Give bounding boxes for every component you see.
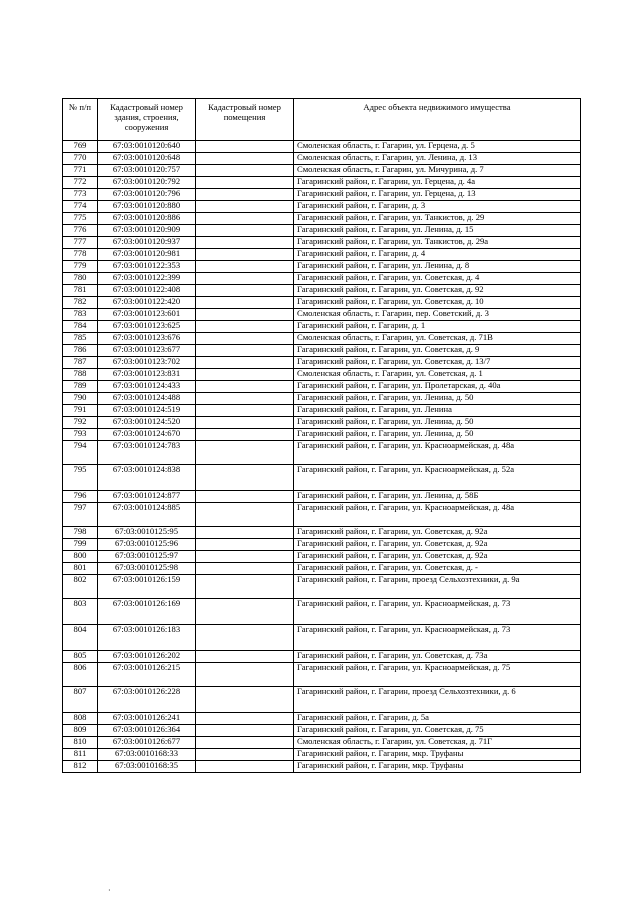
building-cadastral-cell: 67:03:0010123:702: [98, 357, 196, 369]
row-number: 810: [63, 737, 98, 749]
building-cadastral-cell: 67:03:0010126:677: [98, 737, 196, 749]
room-cadastral-cell: [196, 465, 294, 491]
building-cadastral-cell: 67:03:0010120:792: [98, 177, 196, 189]
address-cell: Гагаринский район, г. Гагарин, ул. Советская, д. 75: [294, 725, 581, 737]
table-row: [63, 651, 581, 663]
room-cadastral-cell: [196, 249, 294, 261]
row-number: 796: [63, 491, 98, 503]
row-number: 787: [63, 357, 98, 369]
address-cell: Гагаринский район, г. Гагарин, ул. Советская, д. 92а: [294, 551, 581, 563]
address-cell: Гагаринский район, г. Гагарин, ул. Танкистов, д. 29а: [294, 237, 581, 249]
address-cell: Гагаринский район, г. Гагарин, ул. Красноармейская, д. 73: [294, 599, 581, 625]
row-number: 805: [63, 651, 98, 663]
row-number: 801: [63, 563, 98, 575]
room-cadastral-cell: [196, 189, 294, 201]
building-cadastral-cell: 67:03:0010120:880: [98, 201, 196, 213]
row-number: 788: [63, 369, 98, 381]
row-number: 784: [63, 321, 98, 333]
header-address: Адрес объекта недвижимого имущества: [294, 99, 581, 141]
building-cadastral-cell: 67:03:0010126:364: [98, 725, 196, 737]
building-cadastral-cell: 67:03:0010126:159: [98, 575, 196, 599]
table-row: [63, 575, 581, 599]
row-number: 777: [63, 237, 98, 249]
address-cell: Гагаринский район, г. Гагарин, д. 3: [294, 201, 581, 213]
table-row: [63, 503, 581, 527]
room-cadastral-cell: [196, 663, 294, 687]
building-cadastral-cell: 67:03:0010124:783: [98, 441, 196, 465]
room-cadastral-cell: [196, 527, 294, 539]
address-cell: Гагаринский район, г. Гагарин, ул. Советская, д. 10: [294, 297, 581, 309]
building-cadastral-cell: 67:03:0010126:228: [98, 687, 196, 713]
row-number: 799: [63, 539, 98, 551]
row-number: 772: [63, 177, 98, 189]
table-row: [63, 333, 581, 345]
building-cadastral-cell: 67:03:0010125:96: [98, 539, 196, 551]
row-number: 769: [63, 141, 98, 153]
address-cell: Смоленская область, г. Гагарин, ул. Советская, д. 71В: [294, 333, 581, 345]
room-cadastral-cell: [196, 297, 294, 309]
address-cell: Гагаринский район, г. Гагарин, ул. Ленина, д. 15: [294, 225, 581, 237]
row-number: 797: [63, 503, 98, 527]
table-row: [63, 249, 581, 261]
address-cell: Гагаринский район, г. Гагарин, ул. Герцена, д. 4а: [294, 177, 581, 189]
table-row: [63, 345, 581, 357]
table-row: [63, 405, 581, 417]
table-row: [63, 429, 581, 441]
page-mark: ·: [108, 886, 111, 895]
address-cell: Гагаринский район, г. Гагарин, проезд Сельхозтехники, д. 9а: [294, 575, 581, 599]
building-cadastral-cell: 67:03:0010126:169: [98, 599, 196, 625]
table-header-row: [63, 99, 581, 141]
table-row: [63, 737, 581, 749]
table-row: [63, 153, 581, 165]
building-cadastral-cell: 67:03:0010126:241: [98, 713, 196, 725]
building-cadastral-cell: 67:03:0010120:981: [98, 249, 196, 261]
room-cadastral-cell: [196, 491, 294, 503]
row-number: 800: [63, 551, 98, 563]
table-row: [63, 381, 581, 393]
address-cell: Гагаринский район, г. Гагарин, д. 1: [294, 321, 581, 333]
address-cell: Гагаринский район, г. Гагарин, ул. Советская, д. 13/7: [294, 357, 581, 369]
row-number: 782: [63, 297, 98, 309]
registry-sheet: [62, 98, 581, 773]
table-row: [63, 141, 581, 153]
address-cell: Гагаринский район, г. Гагарин, мкр. Труфаны: [294, 749, 581, 761]
table-row: [63, 539, 581, 551]
building-cadastral-cell: 67:03:0010168:35: [98, 761, 196, 773]
table-body: [63, 141, 581, 773]
address-cell: Гагаринский район, г. Гагарин, ул. Пролетарская, д. 40а: [294, 381, 581, 393]
room-cadastral-cell: [196, 213, 294, 225]
room-cadastral-cell: [196, 201, 294, 213]
building-cadastral-cell: 67:03:0010124:838: [98, 465, 196, 491]
building-cadastral-cell: 67:03:0010123:831: [98, 369, 196, 381]
room-cadastral-cell: [196, 381, 294, 393]
row-number: 793: [63, 429, 98, 441]
row-number: 786: [63, 345, 98, 357]
room-cadastral-cell: [196, 165, 294, 177]
table-row: [63, 225, 581, 237]
row-number: 790: [63, 393, 98, 405]
row-number: 795: [63, 465, 98, 491]
address-cell: Гагаринский район, г. Гагарин, д. 5а: [294, 713, 581, 725]
building-cadastral-cell: 67:03:0010124:885: [98, 503, 196, 527]
row-number: 774: [63, 201, 98, 213]
address-cell: Гагаринский район, г. Гагарин, ул. Советская, д. 92а: [294, 539, 581, 551]
building-cadastral-cell: 67:03:0010120:909: [98, 225, 196, 237]
building-cadastral-cell: 67:03:0010124:433: [98, 381, 196, 393]
row-number: 776: [63, 225, 98, 237]
table-row: [63, 201, 581, 213]
row-number: 806: [63, 663, 98, 687]
room-cadastral-cell: [196, 737, 294, 749]
row-number: 808: [63, 713, 98, 725]
row-number: 783: [63, 309, 98, 321]
room-cadastral-cell: [196, 761, 294, 773]
table-row: [63, 321, 581, 333]
row-number: 811: [63, 749, 98, 761]
building-cadastral-cell: 67:03:0010123:677: [98, 345, 196, 357]
table-row: [63, 563, 581, 575]
table-row: [63, 713, 581, 725]
address-cell: Смоленская область, г. Гагарин, ул. Мичурина, д. 7: [294, 165, 581, 177]
row-number: 770: [63, 153, 98, 165]
building-cadastral-cell: 67:03:0010120:640: [98, 141, 196, 153]
building-cadastral-cell: 67:03:0010123:601: [98, 309, 196, 321]
room-cadastral-cell: [196, 651, 294, 663]
address-cell: Гагаринский район, г. Гагарин, д. 4: [294, 249, 581, 261]
room-cadastral-cell: [196, 539, 294, 551]
building-cadastral-cell: 67:03:0010122:399: [98, 273, 196, 285]
address-cell: Гагаринский район, г. Гагарин, ул. Герцена, д. 13: [294, 189, 581, 201]
room-cadastral-cell: [196, 713, 294, 725]
table-row: [63, 663, 581, 687]
header-building-cadastral: Кадастровый номер здания, строения, сооружения: [98, 99, 196, 141]
room-cadastral-cell: [196, 357, 294, 369]
address-cell: Смоленская область, г. Гагарин, ул. Советская, д. 1: [294, 369, 581, 381]
room-cadastral-cell: [196, 429, 294, 441]
address-cell: Гагаринский район, г. Гагарин, ул. Советская, д. 4: [294, 273, 581, 285]
row-number: 802: [63, 575, 98, 599]
table-row: [63, 491, 581, 503]
room-cadastral-cell: [196, 563, 294, 575]
row-number: 792: [63, 417, 98, 429]
room-cadastral-cell: [196, 503, 294, 527]
building-cadastral-cell: 67:03:0010123:625: [98, 321, 196, 333]
row-number: 807: [63, 687, 98, 713]
table-row: [63, 285, 581, 297]
row-number: 771: [63, 165, 98, 177]
table-row: [63, 725, 581, 737]
table-row: [63, 527, 581, 539]
room-cadastral-cell: [196, 725, 294, 737]
table-row: [63, 189, 581, 201]
row-number: 789: [63, 381, 98, 393]
room-cadastral-cell: [196, 333, 294, 345]
table-row: [63, 441, 581, 465]
row-number: 778: [63, 249, 98, 261]
table-row: [63, 599, 581, 625]
address-cell: Гагаринский район, г. Гагарин, проезд Сельхозтехники, д. 6: [294, 687, 581, 713]
table-row: [63, 369, 581, 381]
room-cadastral-cell: [196, 285, 294, 297]
table-row: [63, 357, 581, 369]
address-cell: Гагаринский район, г. Гагарин, ул. Советская, д. -: [294, 563, 581, 575]
building-cadastral-cell: 67:03:0010125:98: [98, 563, 196, 575]
address-cell: Гагаринский район, г. Гагарин, ул. Танкистов, д. 29: [294, 213, 581, 225]
room-cadastral-cell: [196, 749, 294, 761]
table-row: [63, 261, 581, 273]
row-number: 779: [63, 261, 98, 273]
row-number: 781: [63, 285, 98, 297]
room-cadastral-cell: [196, 441, 294, 465]
room-cadastral-cell: [196, 599, 294, 625]
room-cadastral-cell: [196, 369, 294, 381]
building-cadastral-cell: 67:03:0010125:97: [98, 551, 196, 563]
building-cadastral-cell: 67:03:0010168:33: [98, 749, 196, 761]
room-cadastral-cell: [196, 141, 294, 153]
room-cadastral-cell: [196, 225, 294, 237]
room-cadastral-cell: [196, 177, 294, 189]
room-cadastral-cell: [196, 345, 294, 357]
row-number: 780: [63, 273, 98, 285]
building-cadastral-cell: 67:03:0010120:937: [98, 237, 196, 249]
room-cadastral-cell: [196, 261, 294, 273]
table-row: [63, 551, 581, 563]
address-cell: Гагаринский район, г. Гагарин, ул. Ленина, д. 8: [294, 261, 581, 273]
building-cadastral-cell: 67:03:0010126:183: [98, 625, 196, 651]
building-cadastral-cell: 67:03:0010120:757: [98, 165, 196, 177]
row-number: 794: [63, 441, 98, 465]
address-cell: Гагаринский район, г. Гагарин, ул. Советская, д. 92а: [294, 527, 581, 539]
room-cadastral-cell: [196, 687, 294, 713]
row-number: 775: [63, 213, 98, 225]
address-cell: Гагаринский район, г. Гагарин, ул. Советская, д. 9: [294, 345, 581, 357]
building-cadastral-cell: 67:03:0010122:420: [98, 297, 196, 309]
table-row: [63, 687, 581, 713]
table-row: [63, 309, 581, 321]
row-number: 785: [63, 333, 98, 345]
table-row: [63, 417, 581, 429]
room-cadastral-cell: [196, 417, 294, 429]
building-cadastral-cell: 67:03:0010120:796: [98, 189, 196, 201]
building-cadastral-cell: 67:03:0010125:95: [98, 527, 196, 539]
building-cadastral-cell: 67:03:0010123:676: [98, 333, 196, 345]
address-cell: Гагаринский район, г. Гагарин, ул. Ленина, д. 50: [294, 417, 581, 429]
building-cadastral-cell: 67:03:0010126:215: [98, 663, 196, 687]
address-cell: Гагаринский район, г. Гагарин, ул. Ленина: [294, 405, 581, 417]
building-cadastral-cell: 67:03:0010124:877: [98, 491, 196, 503]
table-row: [63, 761, 581, 773]
address-cell: Гагаринский район, г. Гагарин, мкр. Труфаны: [294, 761, 581, 773]
row-number: 773: [63, 189, 98, 201]
table-row: [63, 297, 581, 309]
table-row: [63, 177, 581, 189]
room-cadastral-cell: [196, 405, 294, 417]
address-cell: Гагаринский район, г. Гагарин, ул. Красноармейская, д. 48а: [294, 503, 581, 527]
room-cadastral-cell: [196, 625, 294, 651]
address-cell: Смоленская область, г. Гагарин, ул. Герцена, д. 5: [294, 141, 581, 153]
building-cadastral-cell: 67:03:0010124:488: [98, 393, 196, 405]
room-cadastral-cell: [196, 153, 294, 165]
building-cadastral-cell: 67:03:0010122:408: [98, 285, 196, 297]
room-cadastral-cell: [196, 551, 294, 563]
room-cadastral-cell: [196, 575, 294, 599]
table-row: [63, 273, 581, 285]
row-number: 798: [63, 527, 98, 539]
room-cadastral-cell: [196, 237, 294, 249]
table-row: [63, 465, 581, 491]
address-cell: Гагаринский район, г. Гагарин, ул. Советская, д. 73а: [294, 651, 581, 663]
row-number: 791: [63, 405, 98, 417]
row-number: 812: [63, 761, 98, 773]
building-cadastral-cell: 67:03:0010124:519: [98, 405, 196, 417]
address-cell: Гагаринский район, г. Гагарин, ул. Красноармейская, д. 48а: [294, 441, 581, 465]
property-table: [62, 98, 581, 773]
building-cadastral-cell: 67:03:0010120:648: [98, 153, 196, 165]
building-cadastral-cell: 67:03:0010124:520: [98, 417, 196, 429]
address-cell: Гагаринский район, г. Гагарин, ул. Красноармейская, д. 75: [294, 663, 581, 687]
address-cell: Смоленская область, г. Гагарин, ул. Ленина, д. 13: [294, 153, 581, 165]
room-cadastral-cell: [196, 393, 294, 405]
address-cell: Гагаринский район, г. Гагарин, ул. Советская, д. 92: [294, 285, 581, 297]
address-cell: Гагаринский район, г. Гагарин, ул. Ленина, д. 50: [294, 429, 581, 441]
address-cell: Смоленская область, г. Гагарин, пер. Советский, д. 3: [294, 309, 581, 321]
table-row: [63, 749, 581, 761]
table-row: [63, 165, 581, 177]
building-cadastral-cell: 67:03:0010126:202: [98, 651, 196, 663]
table-row: [63, 213, 581, 225]
row-number: 803: [63, 599, 98, 625]
table-row: [63, 237, 581, 249]
address-cell: Гагаринский район, г. Гагарин, ул. Красноармейская, д. 52а: [294, 465, 581, 491]
room-cadastral-cell: [196, 273, 294, 285]
building-cadastral-cell: 67:03:0010122:353: [98, 261, 196, 273]
row-number: 804: [63, 625, 98, 651]
address-cell: Гагаринский район, г. Гагарин, ул. Красноармейская, д. 73: [294, 625, 581, 651]
address-cell: Смоленская область, г. Гагарин, ул. Советская, д. 71Г: [294, 737, 581, 749]
header-room-cadastral: Кадастровый номер помещения: [196, 99, 294, 141]
address-cell: Гагаринский район, г. Гагарин, ул. Ленина, д. 58Б: [294, 491, 581, 503]
room-cadastral-cell: [196, 309, 294, 321]
address-cell: Гагаринский район, г. Гагарин, ул. Ленина, д. 50: [294, 393, 581, 405]
table-row: [63, 393, 581, 405]
row-number: 809: [63, 725, 98, 737]
building-cadastral-cell: 67:03:0010124:670: [98, 429, 196, 441]
header-number: № п/п: [63, 99, 98, 141]
table-row: [63, 625, 581, 651]
room-cadastral-cell: [196, 321, 294, 333]
building-cadastral-cell: 67:03:0010120:886: [98, 213, 196, 225]
